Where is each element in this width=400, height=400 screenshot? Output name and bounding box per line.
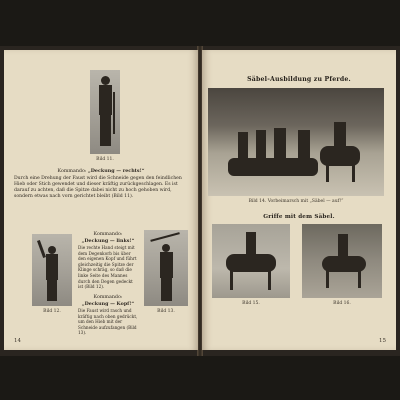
horse-legs [326,164,329,182]
caption-bild-11: Bild 11. [96,157,114,162]
command-value: „Deckung — Kopf!“ [81,301,135,307]
soldier-head [48,246,56,254]
command-label: Kommando: [57,169,87,174]
right-page [202,50,396,350]
horse-leg [326,270,329,288]
command-deckung-links [78,232,138,245]
caption-bild-13: Bild 13. [157,309,175,314]
heading-saebel-ausbildung: Säbel-Ausbildung zu Pferde. [247,76,351,83]
caption-bild-16: Bild 16. [333,301,351,306]
soldier-legs [161,277,172,301]
photo-bild-14 [208,88,384,196]
rider [338,234,348,258]
page-number-right: 15 [379,338,386,344]
heading-griffe-mit-dem-saebel: Griffe mit dem Säbel. [263,214,335,220]
photo-bild-13 [144,230,188,306]
command-value: „Deckung — links!“ [81,238,135,244]
paragraph-1: Durch eine Drehung der Faust wird die Schneide gegen den feindlichen Hieb oder Stich gewendet und dieser kräftig zurückgeschlagen. Es ist darauf zu achten, daß die Spitze dabei nicht zu hoch gehoben wird, sondern etwas nach vorn gerichtet bleibt (Bild 11). [14,176,182,199]
left-page [4,50,198,350]
photo-bild-12 [32,234,72,306]
horse-leg [230,270,233,290]
saber [113,92,115,134]
soldier-body [99,85,112,115]
command-deckung-kopf [78,295,138,308]
soldier-head [162,244,170,252]
open-book [0,46,400,356]
horse [228,158,318,176]
photo-bild-16 [302,224,382,298]
lead-horse [320,146,360,166]
photo-bild-15 [212,224,290,298]
command-label: Kommando: [93,232,123,237]
soldier-body [160,252,173,278]
raised-arm [37,240,46,258]
horse-leg [268,270,271,290]
caption-bild-15: Bild 15. [242,301,260,306]
horse-legs [352,164,355,182]
cavalry-rider [274,128,286,162]
soldier-legs [100,114,111,146]
caption-bild-12: Bild 12. [43,309,61,314]
caption-bild-14: Bild 14. Vorbeimarsch mit „Säbel — auf!“ [248,199,344,204]
paragraph-3: Die Faust wird rasch und kräftig nach oben gedrückt, um den Hieb mit der Schneide aufzufangen (Bild 13). [78,308,138,336]
command-deckung-rechts [14,168,188,175]
soldier-legs [47,279,57,301]
raised-saber [150,232,179,241]
paragraph-2: Die rechte Hand steigt mit dem Degenkorb bis über den eigenen Kopf und führt gleichzeitig die Spitze der Klinge schräg, so daß die linke Seite des Mannes durch den Degen gedeckt ist (Bild 12). [78,245,137,290]
photo-bild-11 [90,70,120,154]
command-value: „Deckung — rechts!“ [88,168,145,174]
soldier-body [46,254,58,280]
command-label: Kommando: [93,295,123,300]
soldier-head [101,76,110,85]
horse-leg [358,270,361,288]
page-number-left: 14 [14,338,21,344]
